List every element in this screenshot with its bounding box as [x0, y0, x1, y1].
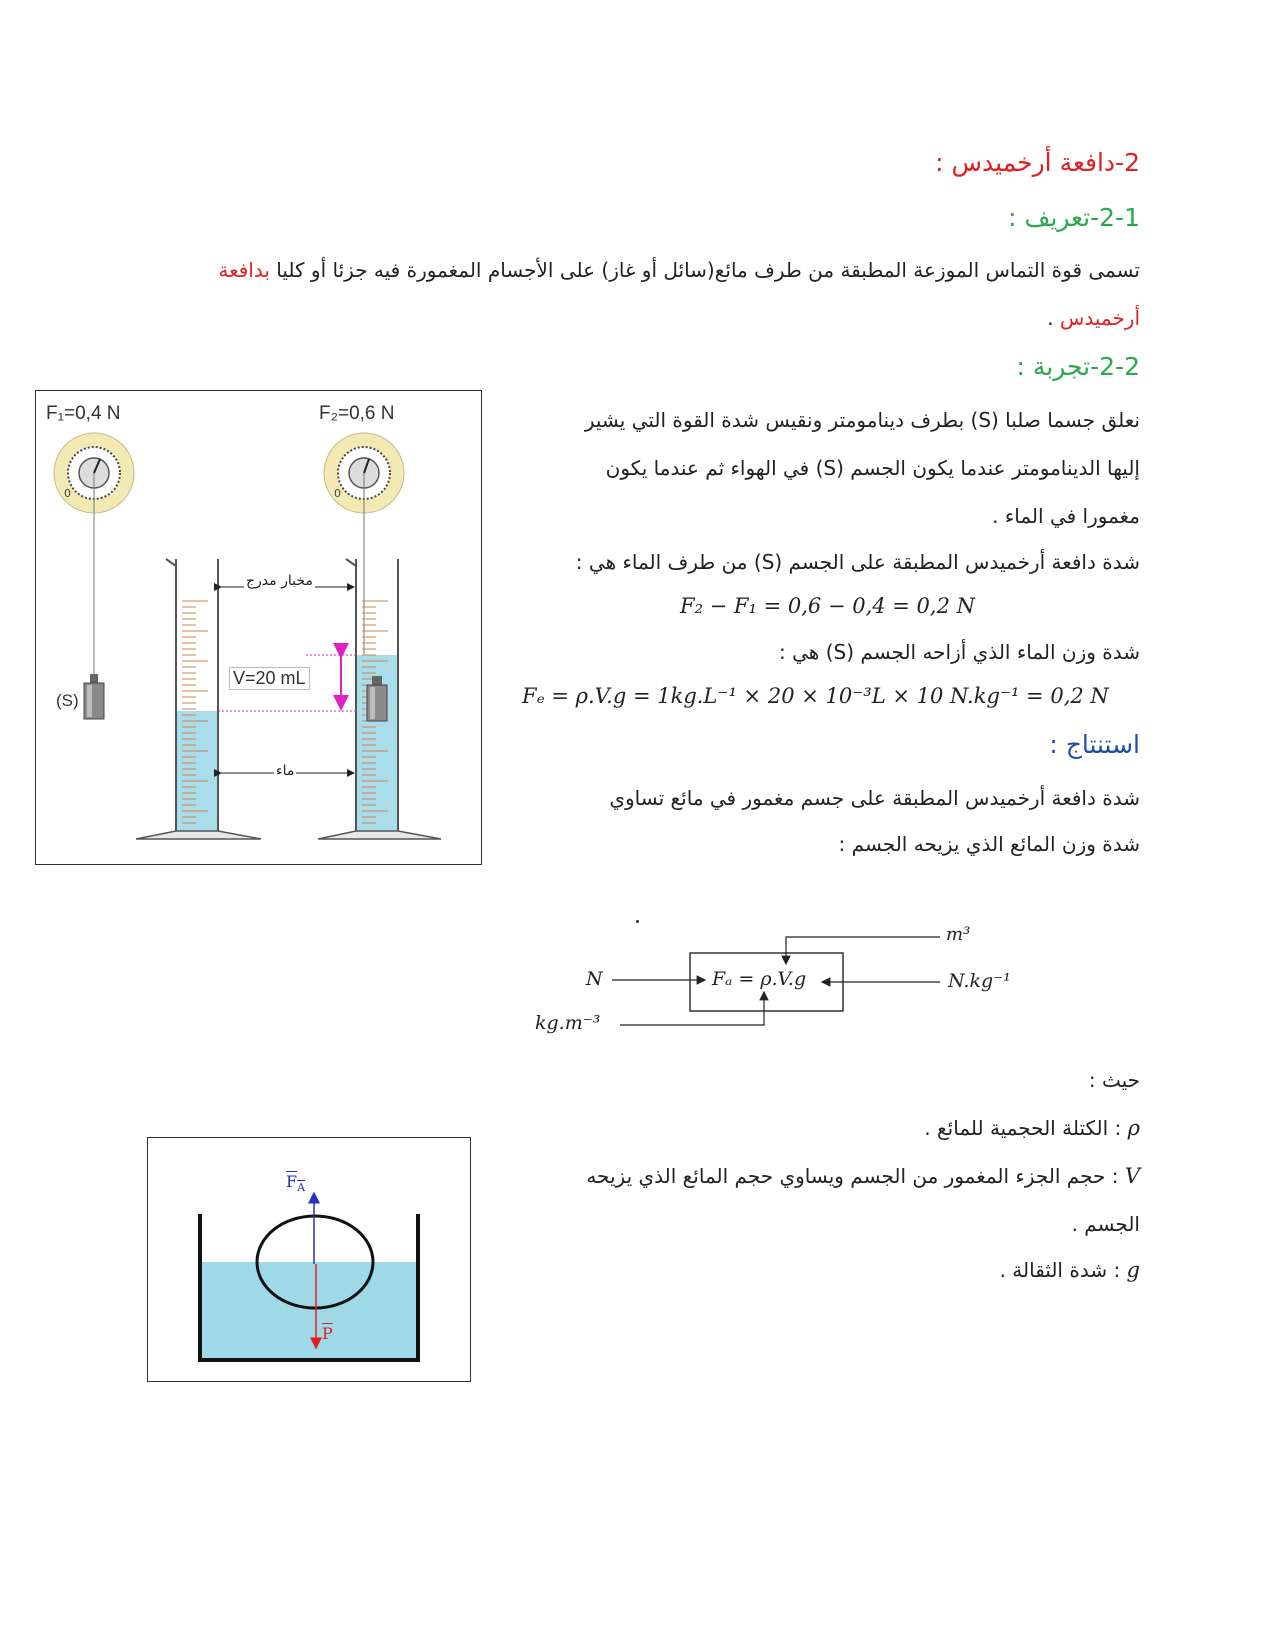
unit-m3: m³ — [946, 924, 971, 945]
solid-label: (S) — [56, 691, 79, 710]
definition-end: . — [1047, 306, 1060, 330]
dynamometer-1 — [54, 433, 134, 681]
definition-term-2: أرخميدس — [1059, 306, 1140, 330]
f1-label: F₁=0,4 N — [46, 403, 121, 424]
unit-Nkg: N.kg⁻¹ — [948, 970, 1011, 992]
fa-subscript: A — [297, 1181, 306, 1195]
fa-letter: F — [286, 1172, 298, 1191]
volume-label: V=20 mL — [229, 667, 310, 690]
experiment-line-3: مغمورا في الماء . — [992, 504, 1140, 528]
formula-diagram — [520, 920, 1040, 1040]
g-definition — [1000, 1258, 1140, 1282]
experiment-line-1: نعلق جسما صلبا (S) بطرف دينامومتر ونقيس شدة القوة التي يشير — [584, 408, 1140, 432]
zero-mark-2: 0 — [334, 487, 341, 500]
solid-in-air — [84, 674, 104, 719]
conclusion-line-2: شدة وزن المائع الذي يزيحه الجسم : — [838, 832, 1140, 856]
g-text: : شدة الثقالة . — [999, 1258, 1127, 1282]
where-label: حيث : — [1088, 1068, 1140, 1092]
conclusion-title: استنتاج : — [1049, 730, 1140, 759]
dynamometer-2 — [324, 433, 404, 681]
buoyancy-figure — [147, 1137, 471, 1382]
unit-N: N — [586, 968, 603, 990]
definition-title: 2-1-تعريف : — [1008, 203, 1140, 232]
zero-mark-1: 0 — [64, 487, 71, 500]
arrow-kgm3 — [620, 992, 764, 1025]
section-title: 2-دافعة أرخميدس : — [935, 148, 1140, 177]
v-definition — [586, 1164, 1140, 1188]
rho-symbol: ρ — [1127, 1116, 1140, 1140]
formula-text: Fₐ = ρ.V.g — [712, 968, 807, 990]
cylinder-label: مخبار مدرج — [246, 573, 313, 589]
v-symbol: V — [1124, 1164, 1140, 1188]
unit-kgm3: kg.m⁻³ — [535, 1012, 601, 1034]
experiment-title: 2-2-تجربة : — [1016, 352, 1140, 381]
water-body — [200, 1262, 418, 1360]
arrow-m3 — [786, 937, 940, 964]
fa-label — [286, 1172, 305, 1194]
f2-label: F₂=0,6 N — [319, 403, 395, 424]
experiment-line-5: شدة وزن الماء الذي أزاحه الجسم (S) هي : — [779, 640, 1140, 664]
v-text: : حجم الجزء المغمور من الجسم ويساوي حجم المائع الذي يزيحه — [586, 1164, 1125, 1188]
definition-term-1: بدافعة — [218, 258, 270, 282]
water-label: ماء — [276, 763, 295, 779]
experiment-line-4: شدة دافعة أرخميدس المطبقة على الجسم (S) من طرف الماء هي : — [575, 550, 1140, 574]
experiment-svg — [36, 391, 481, 864]
experiment-line-2: إليها الدينامومتر عندما يكون الجسم (S) في الهواء ثم عندما يكون — [605, 456, 1140, 480]
rho-definition — [924, 1116, 1140, 1140]
p-label: $\overline{P}$ — [322, 1324, 333, 1343]
graduated-cylinder-1 — [136, 559, 261, 839]
definition-text: تسمى قوة التماس الموزعة المطبقة من طرف مائع(سائل أو غاز) على الأجسام المغمورة فيه جزئا أو كليا — [269, 258, 1140, 282]
conclusion-line-1: شدة دافعة أرخميدس المطبقة على جسم مغمور في مائع تساوي — [609, 786, 1140, 810]
buoyancy-svg — [148, 1138, 470, 1381]
g-symbol: g — [1126, 1258, 1140, 1282]
v-definition-cont: الجسم . — [1071, 1212, 1140, 1236]
equation-2: Fₑ = ρ.V.g = 1kg.L⁻¹ × 20 × 10⁻³L × 10 N.kg⁻¹ = 0,2 N — [522, 684, 1109, 708]
equation-1: F₂ − F₁ = 0,6 − 0,4 = 0,2 N — [680, 594, 976, 618]
experiment-figure — [35, 390, 482, 865]
definition-line-1 — [130, 258, 1140, 282]
definition-line-2 — [1047, 306, 1140, 330]
rho-text: : الكتلة الحجمية للمائع . — [924, 1116, 1128, 1140]
